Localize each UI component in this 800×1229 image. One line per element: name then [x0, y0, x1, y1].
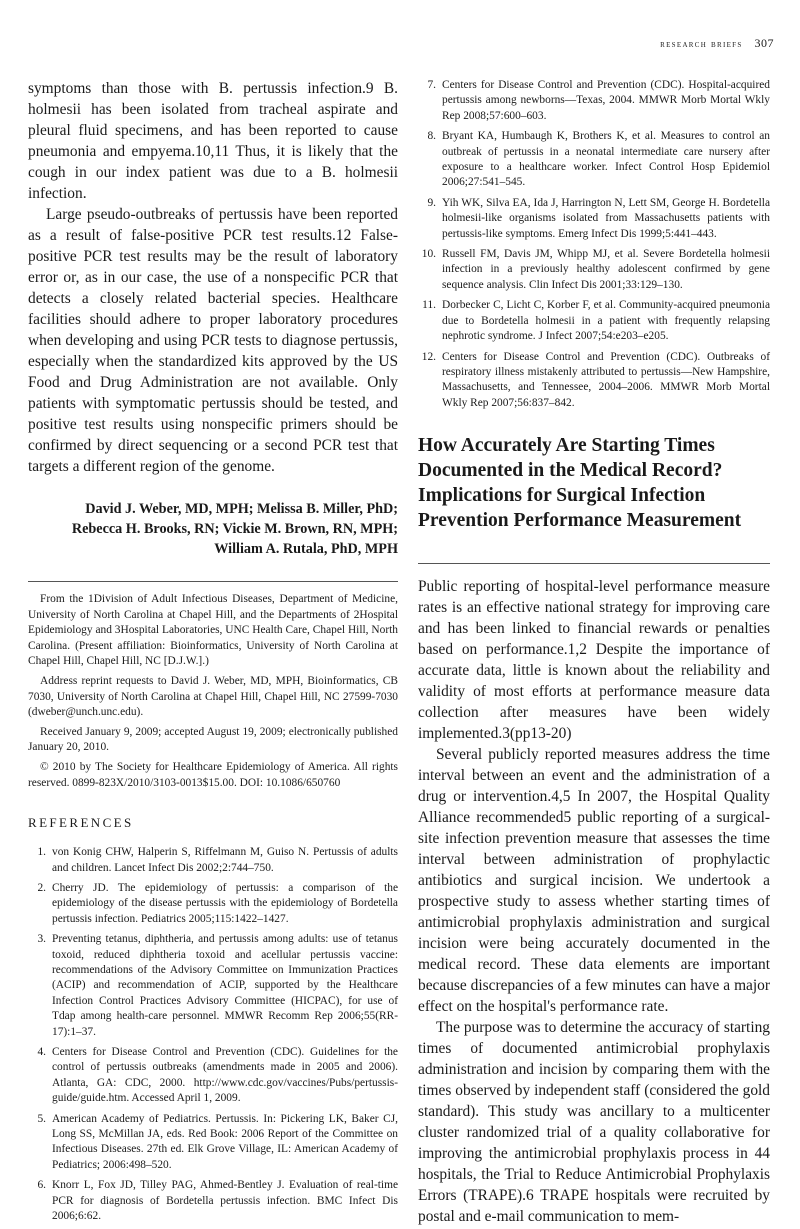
- right-column: [418, 78, 770, 1227]
- author-line-1: David J. Weber, MD, MPH; Melissa B. Miller, PhD;: [85, 501, 398, 517]
- reprint-address: Address reprint requests to David J. Weber, MD, MPH, Bioinformatics, CB 7030, University of North Carolina at Chapel Hill, Chapel Hill, NC 27599-7030 (dweber@unch.unc.edu).: [28, 674, 398, 719]
- reference-item: 12. Centers for Disease Control and Prevention (CDC). Outbreaks of respiratory illness mistakenly attributed to pertussis—New Hampshire, Massachusetts, and Tennessee, 2004–2006. MMWR Morb Mortal Wkly Rep 2007;56:837–842.: [421, 350, 770, 409]
- author-line-2: Rebecca H. Brooks, RN; Vickie M. Brown, RN, MPH;: [71, 521, 398, 537]
- title-divider: [418, 563, 770, 564]
- article-title: How Accurately Are Starting Times Documented in the Medical Record? Implications for Surgical Infection Prevention Performance Measurement: [418, 435, 742, 532]
- reference-item: 11. Dorbecker C, Licht C, Korber F, et al. Community-acquired pneumonia due to Bordetella holmesii in a patient with frequently relapsing nephrotic syndrome. J Infect 2007;54:e203–e205.: [422, 299, 770, 343]
- reference-item: 5. American Academy of Pediatrics. Pertussis. In: Pickering LK, Baker CJ, Long SS, McMillan JA, eds. Red Book: 2006 Report of the Committee on Infectious Diseases. 27th ed. Elk Grove Village, IL: American Academy of Pediatrics; 2006:498–520.: [37, 1112, 398, 1171]
- reference-item: 4. Centers for Disease Control and Prevention (CDC). Guidelines for the control of pertussis outbreaks (amendments made in 2005 and 2006). Atlanta, GA: CDC, 2000. http://www.cdc.gov/vaccines/Pubs/pertussis-guide/guide.htm. Accessed April 1, 2009.: [37, 1046, 398, 1105]
- reference-item: 3. Preventing tetanus, diphtheria, and pertussis among adults: use of tetanus toxoid, reduced diphtheria toxoid and acellular pertussis vaccine: recommendations of the Advisory Committee on Immunization Practices (ACIP) and recommendation of ACIP, supported by the Healthcare Infection Control Practices Advisory Committee (HICPAC), for use of Tdap among health-care personnel. MMWR Recomm Rep 2006;55(RR-17):1–37.: [37, 933, 398, 1038]
- author-line-3: William A. Rutala, PhD, MPH: [214, 541, 398, 557]
- section-name: research briefs: [660, 39, 743, 50]
- page-number: 307: [754, 36, 774, 50]
- reference-item: 1. von Konig CHW, Halperin S, Riffelmann M, Guiso N. Pertussis of adults and children. Lancet Infect Dis 2002;2:744–750.: [37, 846, 398, 874]
- reference-item: 6. Knorr L, Fox JD, Tilley PAG, Ahmed-Bentley J. Evaluation of real-time PCR for diagnosis of Bordetella pertussis infection. BMC Infect Dis 2006;6:62.: [37, 1179, 398, 1223]
- divider: [28, 581, 398, 582]
- received-dates: Received January 9, 2009; accepted August 19, 2009; electronically published January 20, 2010.: [28, 725, 398, 754]
- reference-item: 2. Cherry JD. The epidemiology of pertussis: a comparison of the epidemiology of the disease pertussis with the epidemiology of Bordetella pertussis infection. Pediatrics 2005;115:1422–1427.: [37, 881, 398, 925]
- reference-list-right: [418, 78, 770, 411]
- running-header: [660, 36, 774, 51]
- reference-item: 10. Russell FM, Davis JM, Whipp MJ, et al. Severe Bordetella holmesii infection in a previously healthy adolescent confirmed by gene sequence analysis. Clin Infect Dis 2001;33:129–130.: [421, 248, 770, 291]
- reference-item: 7. Centers for Disease Control and Prevention (CDC). Hospital-acquired pertussis among newborns—Texas, 2004. MMWR Morb Mortal Wkly Rep 2008;57:600–603.: [427, 79, 770, 122]
- body-paragraph-1: symptoms than those with B. pertussis infection.9 B. holmesii has been isolated from tracheal aspirate and pleural fluid specimens, and has been reported to cause pneumonia and empyema.10,11 Thus, it is likely that the cough in our index patient was due to a B. holmesii infection.: [28, 80, 398, 202]
- author-list: [28, 499, 398, 559]
- reference-item: 8. Bryant KA, Humbaugh K, Brothers K, et al. Measures to control an outbreak of pertussis in a neonatal intermediate care nursery after exposure to a healthcare worker. Infect Control Hosp Epidemiol 2006;27:541–545.: [427, 130, 770, 189]
- reference-item: 9. Yih WK, Silva EA, Ida J, Harrington N, Lett SM, George H. Bordetella holmesii-like organisms isolated from Massachusetts patients with pertussis-like symptoms. Emerg Infect Dis 1999;5:441–443.: [427, 196, 770, 240]
- copyright: © 2010 by The Society for Healthcare Epidemiology of America. All rights reserved. 0899-823X/2010/3103-0013$15.00. DOI: 10.1086/650760: [28, 760, 398, 789]
- reference-list-left: [28, 845, 398, 1224]
- body-paragraph-2: Large pseudo-outbreaks of pertussis have been reported as a result of false-positive PCR test results.12 False-positive PCR test results may be the result of laboratory error or, as in our case, the use of a nonspecific PCR that detects a closely related bacterial species. Healthcare facilities should adhere to proper laboratory procedures when developing and using PCR tests to diagnose pertussis, especially when the standardized kits approved by the US Food and Drug Administration are not available. Only patients with symptomatic pertussis should be tested, and positive test results using nonspecific primers should be confirmed by direct sequencing or a second PCR test that targets a different region of the genome.: [28, 206, 398, 475]
- article-paragraph-2: Several publicly reported measures address the time interval between an event and the administration of a drug or intervention.4,5 In 2007, the Hospital Quality Alliance recommended5 public reporting of a surgical-site infection prevention measure that assesses the time interval between administration of prophylactic antibiotics and surgical incision. We undertook a prospective study to assess whether starting times of antimicrobial prophylaxis administration and surgical incision were being accurately documented in the medical record. These data elements are important because discrepancies of a few minutes can have a major effect on the hospital's performance rate.: [418, 746, 770, 1016]
- article-paragraph-1: Public reporting of hospital-level performance measure rates is an effective national strategy for improving care and has been linked to financial rewards or penalties based on performance.1,2 Despite the importance of accurate data, little is known about the reliability and validity of most efforts at performance measure data collection after measures have been widely implemented.3(pp13-20): [418, 578, 770, 743]
- left-column: [28, 78, 398, 1229]
- references-heading: REFERENCES: [28, 815, 134, 831]
- affiliation: From the 1Division of Adult Infectious Diseases, Department of Medicine, University of North Carolina at Chapel Hill, and the Departments of 2Hospital Epidemiology and 3Hospital Laboratories, UNC Health Care, Chapel Hill, North Carolina. (Present affiliation: Bioinformatics, University of North Carolina at Chapel Hill, Chapel Hill, NC [D.J.W.].): [28, 593, 398, 668]
- article-paragraph-3: The purpose was to determine the accuracy of starting times of documented antimicrobial prophylaxis administration and incision by comparing them with the times observed by independent staff (considered the gold standard). This study was ancillary to a multicenter cluster randomized trial of a quality collaborative for improving the antimicrobial prophylaxis process in 44 hospitals, the Trial to Reduce Antimicrobial Prophylaxis Errors (TRAPE).6 TRAPE hospitals were recruited by postal and e-mail communication to mem-: [418, 1019, 770, 1226]
